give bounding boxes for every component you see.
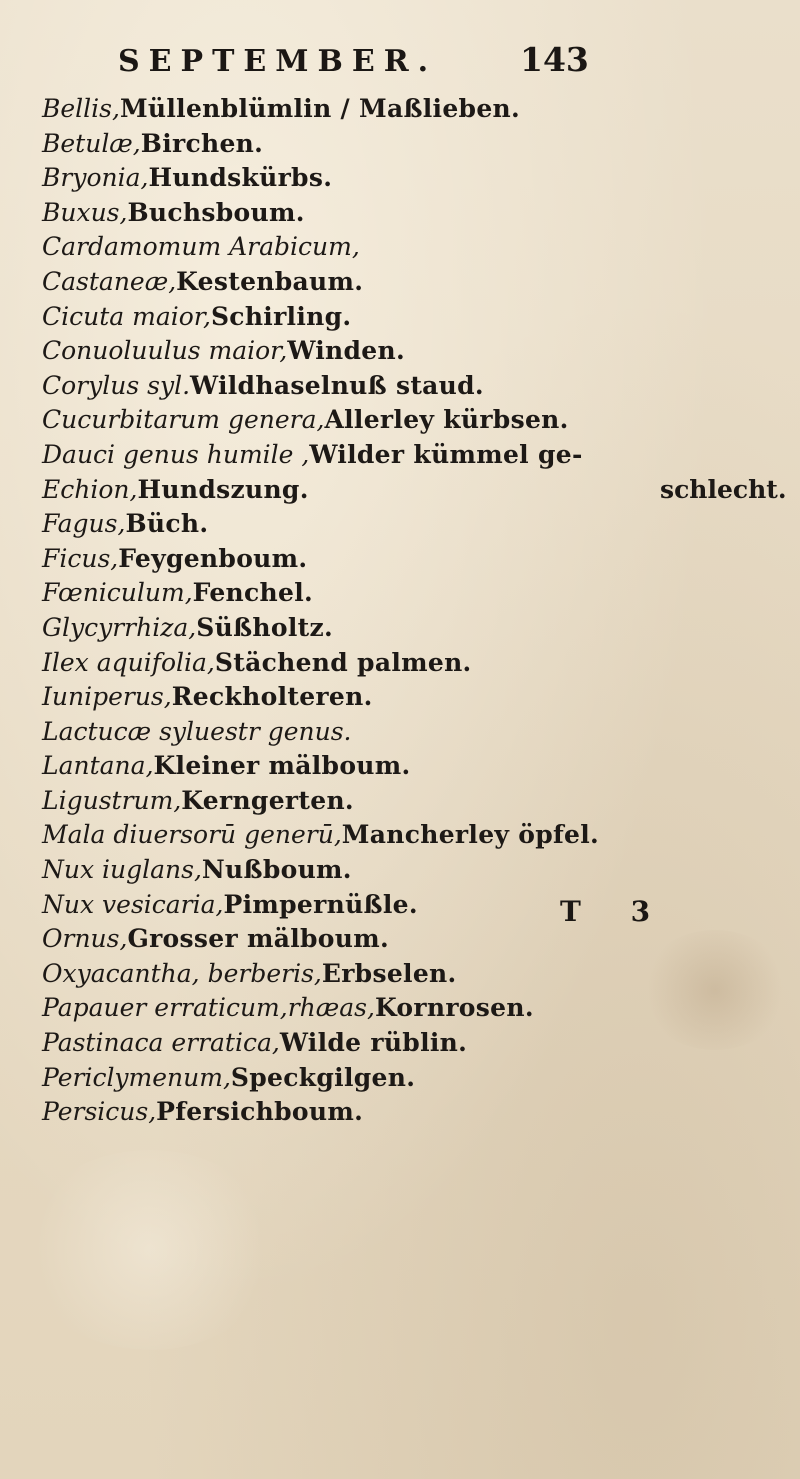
- latin-name: Mala diuersorū generū,: [42, 820, 342, 850]
- list-item: [42, 265, 787, 300]
- german-name: Kornrosen.: [374, 993, 534, 1023]
- signature-catchword: T 3: [560, 895, 671, 928]
- latin-name: Oxyacantha, berberis,: [42, 958, 322, 988]
- list-item: [42, 92, 787, 127]
- latin-name: Ficus,: [42, 543, 119, 573]
- latin-name: Fagus,: [42, 509, 126, 539]
- list-item: [42, 438, 787, 473]
- list-item: [42, 818, 787, 853]
- list-item: [42, 161, 787, 196]
- latin-name: Periclymenum,: [42, 1062, 231, 1092]
- latin-name: Ornus,: [42, 924, 128, 954]
- list-item: [42, 1026, 787, 1061]
- german-name: Stächend palmen.: [214, 647, 472, 677]
- list-item: [42, 715, 787, 750]
- latin-name: Cucurbitarum genera,: [42, 405, 325, 435]
- german-name: Erbselen.: [321, 958, 457, 988]
- list-item: [42, 230, 787, 265]
- german-name: Birchen.: [140, 128, 264, 158]
- german-name: Kestenbaum.: [176, 266, 364, 296]
- german-name: Hundszung.: [137, 474, 309, 504]
- list-item: [42, 507, 787, 542]
- latin-name: Betulæ,: [42, 128, 141, 158]
- latin-name: Nux iuglans,: [42, 855, 202, 885]
- german-name: Müllenblümlin / Maßlieben.: [119, 94, 521, 123]
- latin-name: Ilex aquifolia,: [42, 647, 215, 677]
- latin-name: Castaneæ,: [42, 266, 177, 296]
- german-name: Allerley kürbsen.: [324, 405, 569, 435]
- list-item: [42, 853, 787, 888]
- latin-name: Fœniculum,: [42, 578, 193, 608]
- list-item: [42, 680, 787, 715]
- list-item: [42, 991, 787, 1026]
- list-item: [42, 369, 787, 404]
- german-name: Mancherley öpfel.: [341, 820, 600, 850]
- german-name: Süßholtz.: [196, 612, 333, 642]
- latin-name: Persicus,: [42, 1097, 157, 1127]
- latin-name: Ligustrum,: [42, 785, 182, 815]
- german-name: Kerngerten.: [181, 785, 354, 815]
- german-name: Wildhaselnuß staud.: [190, 370, 484, 400]
- list-item: [42, 611, 787, 646]
- german-name: Buchsboum.: [127, 197, 305, 227]
- list-item: [42, 127, 787, 162]
- german-name: Nußboum.: [201, 855, 352, 885]
- page-number: 143: [520, 40, 589, 79]
- list-item: [42, 646, 787, 681]
- german-name: Fenchel.: [192, 578, 314, 608]
- latin-name: Dauci genus humile ,: [42, 439, 310, 469]
- list-item: [42, 888, 787, 923]
- list-item: [42, 957, 787, 992]
- latin-name: Echion,: [42, 474, 138, 504]
- german-name: Winden.: [287, 336, 405, 366]
- latin-name: Glycyrrhiza,: [42, 612, 197, 642]
- latin-name: Cicuta maior,: [42, 301, 211, 331]
- latin-name: Bryonia,: [42, 163, 149, 193]
- german-name: Grosser mälboum.: [127, 924, 389, 954]
- latin-name: Corylus syl.: [42, 370, 191, 400]
- german-name: Speckgilgen.: [230, 1062, 416, 1092]
- list-item: [42, 1061, 787, 1096]
- german-name: Hundskürbs.: [148, 163, 333, 193]
- latin-name: Lantana,: [42, 751, 154, 781]
- latin-name: Iuniperus,: [42, 682, 172, 712]
- german-name: Kleiner mälboum.: [153, 751, 411, 781]
- hyphenation-continuation: schlecht.: [660, 474, 787, 504]
- plant-list: [42, 92, 787, 1130]
- running-header: SEPTEMBER.: [118, 44, 438, 79]
- list-item: [42, 196, 787, 231]
- german-name: Büch.: [125, 509, 209, 539]
- list-item: [42, 749, 787, 784]
- list-item: [42, 334, 787, 369]
- german-name: Feygenboum.: [118, 543, 308, 573]
- latin-name: Buxus,: [42, 197, 128, 227]
- latin-name: Cardamomum Arabicum,: [42, 232, 360, 262]
- german-name: Wilder kümmel ge-: [309, 439, 583, 469]
- german-name: Pimpernüßle.: [223, 889, 418, 919]
- latin-name: Papauer erraticum,rhæas,: [42, 993, 375, 1023]
- latin-name: Lactucæ syluestr genus.: [42, 716, 352, 746]
- latin-name: Bellis,: [42, 94, 120, 123]
- list-item: [42, 784, 787, 819]
- list-item: [42, 473, 787, 508]
- german-name: Pfersichboum.: [156, 1097, 364, 1127]
- german-name: Schirling.: [210, 301, 352, 331]
- list-item: [42, 300, 787, 335]
- list-item: [42, 922, 787, 957]
- list-item: [42, 576, 787, 611]
- german-name: Wilde rüblin.: [279, 1028, 468, 1058]
- list-item: [42, 403, 787, 438]
- list-item: [42, 542, 787, 577]
- german-name: Reckholteren.: [171, 682, 373, 712]
- paper-stain: [20, 1150, 280, 1350]
- latin-name: Conuoluulus maior,: [42, 336, 288, 366]
- latin-name: Nux vesicaria,: [42, 889, 224, 919]
- list-item: [42, 1095, 787, 1130]
- latin-name: Pastinaca erratica,: [42, 1028, 280, 1058]
